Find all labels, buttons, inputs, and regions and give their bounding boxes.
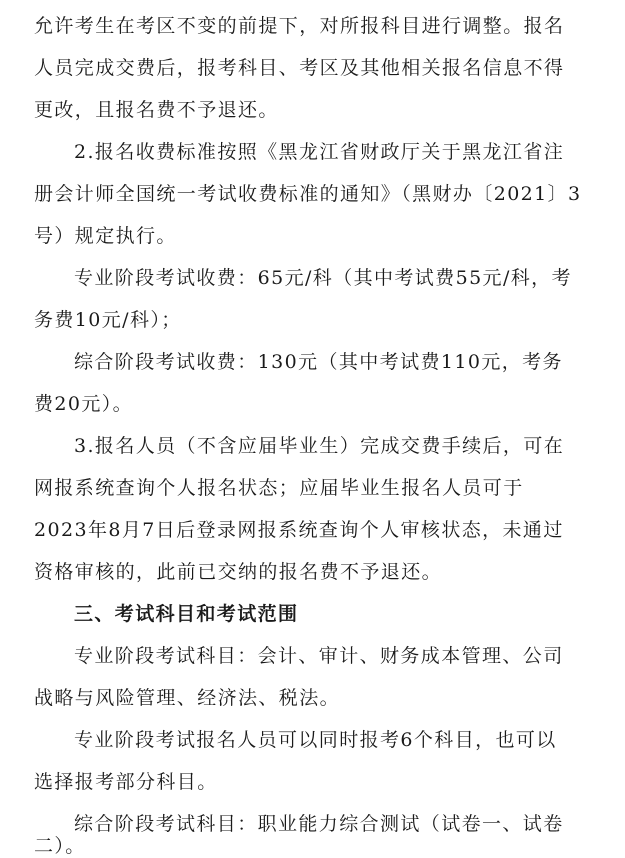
paragraph-line: 册会计师全国统一考试收费标准的通知》（黑财办〔2021〕3: [34, 183, 582, 205]
paragraph-line: 费20元）。: [34, 393, 134, 415]
paragraph-line: 综合阶段考试收费：130元（其中考试费110元，考务: [74, 351, 563, 373]
paragraph-line: 2.报名收费标准按照《黑龙江省财政厅关于黑龙江省注: [74, 141, 565, 163]
paragraph-line: 2023年8月7日后登录网报系统查询个人审核状态，未通过: [34, 519, 564, 541]
paragraph-line: 二）。: [34, 835, 86, 857]
paragraph-line: 战略与风险管理、经济法、税法。: [34, 687, 341, 709]
paragraph-line: 更改，且报名费不予退还。: [34, 99, 279, 121]
paragraph-line: 专业阶段考试科目：会计、审计、财务成本管理、公司: [74, 645, 564, 667]
paragraph-line: 人员完成交费后，报考科目、考区及其他相关报名信息不得: [34, 57, 565, 79]
paragraph-line: 号）规定执行。: [34, 225, 177, 247]
paragraph-line: 资格审核的，此前已交纳的报名费不予退还。: [34, 561, 443, 583]
section-heading: 三、考试科目和考试范围: [74, 603, 299, 625]
paragraph-line: 允许考生在考区不变的前提下，对所报科目进行调整。报名: [34, 15, 565, 37]
paragraph-line: 选择报考部分科目。: [34, 771, 218, 793]
paragraph-line: 专业阶段考试收费：65元/科（其中考试费55元/科，考: [74, 267, 572, 289]
paragraph-line: 3.报名人员（不含应届毕业生）完成交费手续后，可在: [74, 435, 565, 457]
paragraph-line: 务费10元/科）；: [34, 309, 182, 331]
paragraph-line: 网报系统查询个人报名状态；应届毕业生报名人员可于: [34, 477, 524, 499]
paragraph-line: 专业阶段考试报名人员可以同时报考6个科目，也可以: [74, 729, 557, 751]
paragraph-line: 综合阶段考试科目：职业能力综合测试（试卷一、试卷: [74, 813, 564, 835]
